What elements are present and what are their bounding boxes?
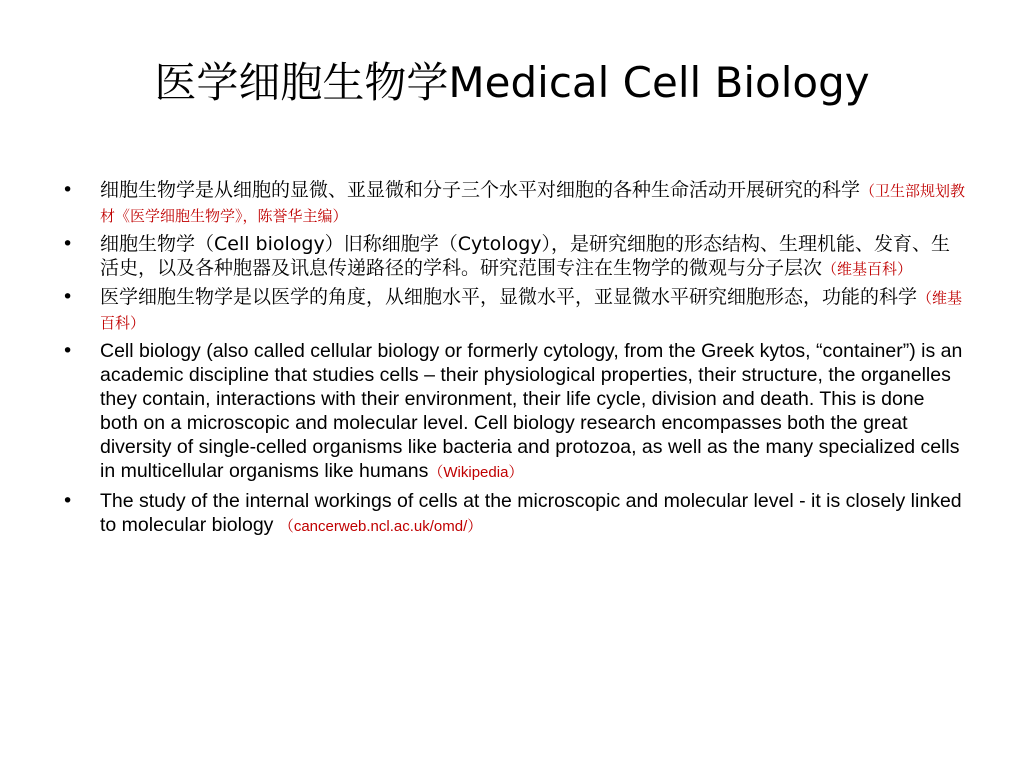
- bullet-text: [100, 339, 966, 485]
- bullet-text: [100, 232, 966, 281]
- bullet-item: [62, 178, 966, 228]
- bullet-marker: •: [62, 490, 74, 512]
- bullet-item: [62, 232, 966, 281]
- bullet-marker: •: [62, 340, 74, 362]
- source-citation: （维基百科）: [100, 289, 963, 332]
- bullet-marker: •: [62, 233, 74, 255]
- bullet-text: [100, 285, 966, 335]
- source-citation: （卫生部规划教材《医学细胞生物学》，陈誉华主编）: [100, 182, 966, 225]
- title-english: Medical Cell Biology: [448, 58, 870, 107]
- definition-text: The study of the internal workings of cells at the microscopic and molecular level - it is closely linked to molecular biology: [100, 490, 962, 536]
- bullet-text: [100, 178, 966, 228]
- source-citation: （维基百科）: [822, 260, 913, 278]
- bullet-marker: •: [62, 179, 74, 201]
- definition-text: 细胞生物学是从细胞的显微、亚显微和分子三个水平对细胞的各种生命活动开展研究的科学: [100, 179, 861, 201]
- definition-text: 细胞生物学（Cell biology）旧称细胞学（Cytology），是研究细胞的形态结构、生理机能、发育、生活史，以及各种胞器及讯息传递路径的学科。研究范围专注在生物学的微观与分子层次: [100, 233, 951, 279]
- definition-text: 医学细胞生物学是以医学的角度，从细胞水平，显微水平，亚显微水平研究细胞形态，功能的科学: [100, 286, 918, 308]
- source-citation: （Wikipedia）: [428, 464, 524, 481]
- bullet-marker: •: [62, 286, 74, 308]
- bullet-item: [62, 285, 966, 335]
- bullet-text: [100, 489, 966, 539]
- definition-text: Cell biology (also called cellular biology or formerly cytology, from the Greek kytos, “container”) is an academic discipline that studies cells – their physiological properties, their structure, the organelles they contain, interactions with their environment, their life cycle, division and death. This is done both on a microscopic and molecular level. Cell biology research encompasses both the great diversity of single-celled organisms like bacteria and protozoa, as well as the many specialized cells in multicellular organisms like humans: [100, 340, 963, 482]
- bullet-list: [62, 178, 966, 543]
- title-chinese: 医学细胞生物学: [154, 58, 449, 107]
- source-citation: （cancerweb.ncl.ac.uk/omd/）: [278, 518, 483, 535]
- slide-title: [0, 58, 1024, 108]
- bullet-item: [62, 489, 966, 539]
- bullet-item: [62, 339, 966, 485]
